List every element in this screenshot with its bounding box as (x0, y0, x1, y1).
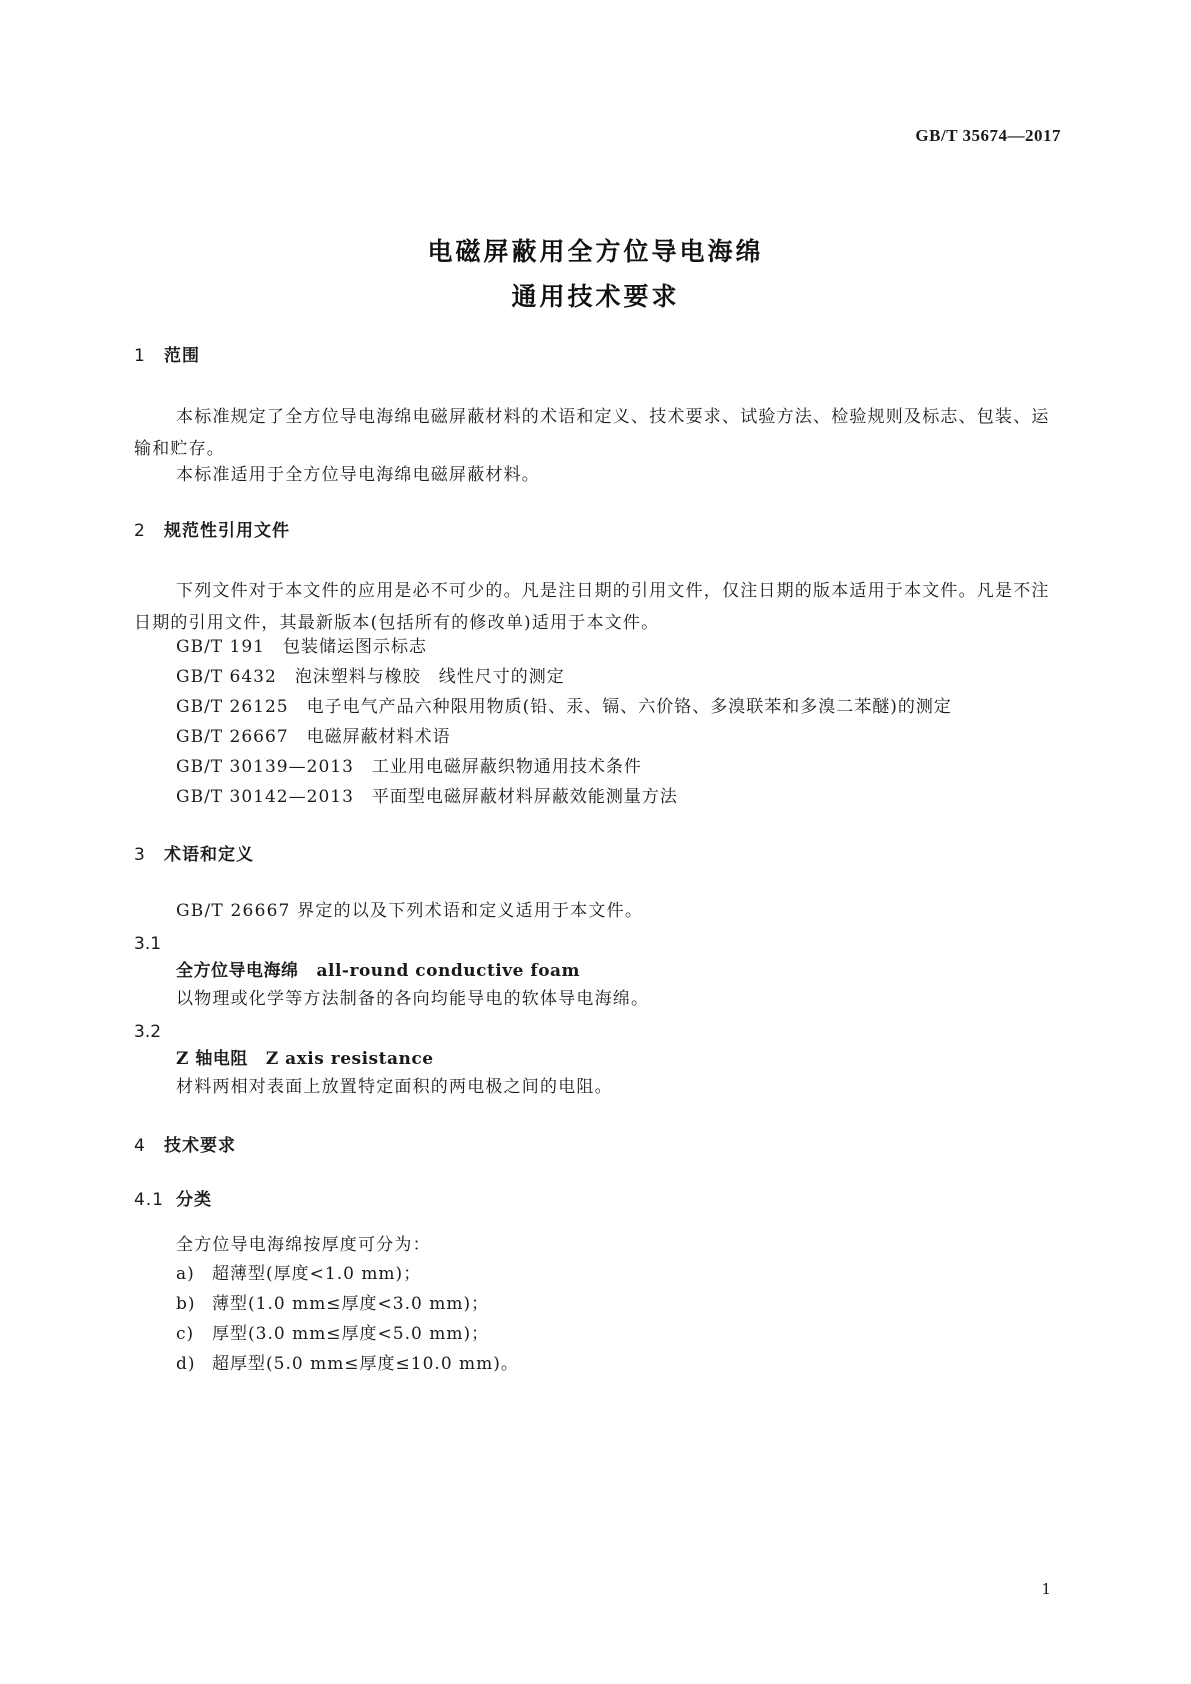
reference-item (176, 789, 678, 806)
list-text: 薄型(1.0 mm≤厚度<3.0 mm)； (212, 1294, 490, 1314)
term-en: all-round conductive foam (316, 961, 581, 981)
section-1-heading (134, 348, 200, 365)
title-line-2: 通用技术要求 (511, 282, 680, 311)
paragraph: 下列文件对于本文件的应用是必不可少的。凡是注日期的引用文件，仅注日期的版本适用于本文件。凡是不注日期的引用文件，其最新版本(包括所有的修改单)适用于本文件。 (134, 581, 1050, 633)
title-line-1: 电磁屏蔽用全方位导电海绵 (427, 237, 764, 266)
reference-title: 电磁屏蔽材料术语 (306, 727, 451, 747)
section-number: 3 (134, 845, 146, 865)
subsection-4-1-heading (134, 1192, 212, 1209)
subsection-number: 4.1 (134, 1190, 165, 1210)
term-number: 3.2 (134, 1022, 162, 1042)
list-text: 超厚型(5.0 mm≤厚度≤10.0 mm)。 (212, 1354, 519, 1374)
list-label: c) (176, 1324, 195, 1344)
section-title: 技术要求 (164, 1136, 236, 1156)
reference-title: 平面型电磁屏蔽材料屏蔽效能测量方法 (371, 787, 678, 807)
list-text: 厚型(3.0 mm≤厚度<5.0 mm)； (212, 1324, 490, 1344)
reference-code: GB/T 30139—2013 (176, 757, 354, 777)
term-heading (176, 1051, 434, 1068)
reference-item (176, 699, 952, 716)
section-title: 范围 (164, 346, 200, 366)
term-cn: 全方位导电海绵 (176, 961, 299, 981)
reference-code: GB/T 26125 (176, 697, 289, 717)
reference-code: GB/T 6432 (176, 667, 277, 687)
section-3-heading (134, 847, 254, 864)
section-4-heading (134, 1138, 236, 1155)
list-label: a) (176, 1264, 195, 1284)
section-number: 2 (134, 521, 146, 541)
reference-title: 电子电气产品六种限用物质(铅、汞、镉、六价铬、多溴联苯和多溴二苯醚)的测定 (306, 697, 952, 717)
list-item (176, 1296, 489, 1313)
reference-title: 泡沫塑料与橡胶 线性尺寸的测定 (294, 667, 565, 687)
list-item (176, 1266, 421, 1283)
list-text: 超薄型(厚度<1.0 mm)； (212, 1264, 422, 1284)
term-number: 3.1 (134, 934, 162, 954)
reference-item (176, 759, 642, 776)
list-label: d) (176, 1354, 196, 1374)
section-title: 规范性引用文件 (164, 521, 290, 541)
reference-item (176, 669, 565, 686)
paragraph: 全方位导电海绵按厚度可分为： (176, 1235, 431, 1255)
term-en: Z axis resistance (265, 1049, 434, 1069)
term-definition: 以物理或化学等方法制备的各向均能导电的软体导电海绵。 (176, 989, 650, 1009)
standard-code: GB/T 35674—2017 (915, 126, 1061, 145)
term-heading (176, 963, 580, 980)
section-number: 4 (134, 1136, 146, 1156)
reference-code: GB/T 26667 (176, 727, 289, 747)
reference-title: 包装储运图示标志 (283, 637, 427, 657)
reference-item (176, 639, 427, 656)
reference-code: GB/T 30142—2013 (176, 787, 354, 807)
section-2-heading (134, 523, 290, 540)
list-label: b) (176, 1294, 196, 1314)
reference-code: GB/T 191 (176, 637, 265, 657)
paragraph: 本标准规定了全方位导电海绵电磁屏蔽材料的术语和定义、技术要求、试验方法、检验规则及标志、包装、运输和贮存。 (134, 407, 1050, 459)
list-item (176, 1356, 519, 1373)
reference-item (176, 729, 451, 746)
page-number: 1 (1041, 1580, 1051, 1598)
section-number: 1 (134, 346, 146, 366)
term-definition: 材料两相对表面上放置特定面积的两电极之间的电阻。 (176, 1077, 613, 1097)
paragraph: 本标准适用于全方位导电海绵电磁屏蔽材料。 (176, 465, 540, 485)
list-item (176, 1326, 489, 1343)
term-cn: Z 轴电阻 (176, 1049, 248, 1069)
paragraph: GB/T 26667 界定的以及下列术语和定义适用于本文件。 (176, 901, 644, 921)
subsection-title: 分类 (176, 1190, 212, 1210)
section-title: 术语和定义 (164, 845, 254, 865)
reference-title: 工业用电磁屏蔽织物通用技术条件 (371, 757, 642, 777)
